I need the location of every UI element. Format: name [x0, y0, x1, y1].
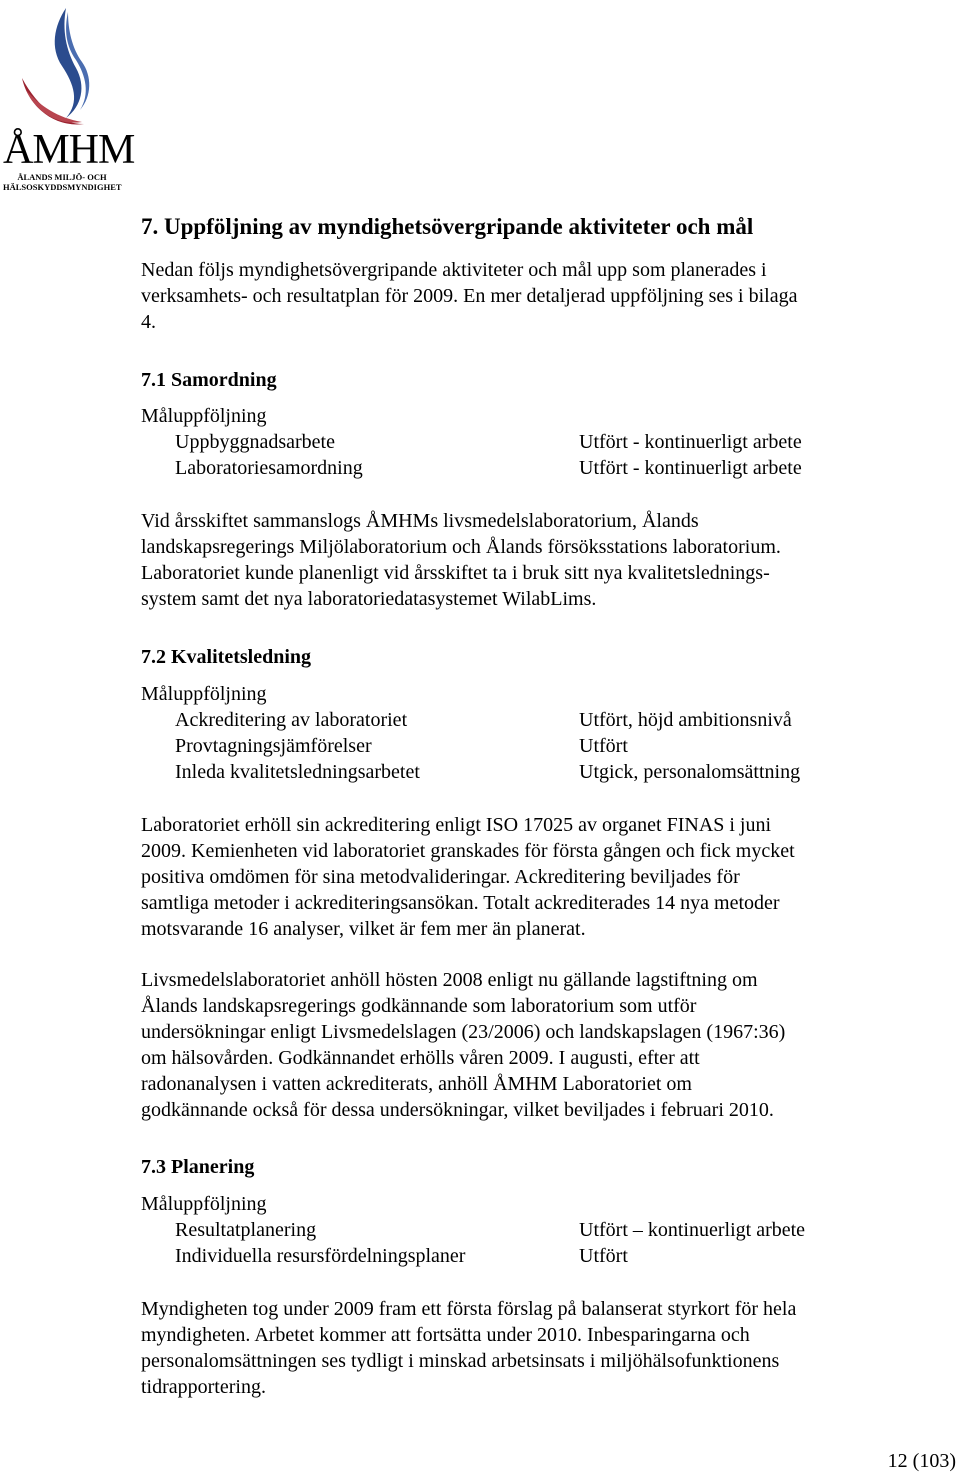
text-line: positiva omdömen för sina metodvalideringar. Ackreditering beviljades för: [141, 866, 740, 888]
section-title-planering: 7.3 Planering: [141, 1156, 255, 1178]
activity-name: Resultatplanering: [175, 1219, 317, 1241]
text-line: Ålands landskapsregerings godkännande som laboratorium som utför: [141, 995, 697, 1017]
text-line: 2009. Kemienheten vid laboratoriet granskades för första gången och fick mycket: [141, 840, 795, 862]
activity-name: Ackreditering av laboratoriet: [175, 709, 408, 731]
text-line: Myndigheten tog under 2009 fram ett första förslag på balanserat styrkort för hela: [141, 1298, 797, 1320]
text-line: verksamhets- och resultatplan för 2009. En mer detaljerad uppföljning ses i bilaga: [141, 285, 798, 307]
activity-name: Inleda kvalitetsledningsarbetet: [175, 761, 420, 783]
activity-status: Utgick, personalomsättning: [579, 761, 801, 783]
activity-status: Utfört – kontinuerligt arbete: [579, 1219, 806, 1241]
followup-row: [141, 709, 901, 735]
text-line: myndigheten. Arbetet kommer att fortsätta under 2010. Inbesparingarna och: [141, 1324, 750, 1346]
section-subtitle: Måluppföljning: [141, 1193, 267, 1215]
followup-row: [141, 1245, 901, 1271]
activity-status: Utfört: [579, 735, 628, 757]
text-line: Livsmedelslaboratoriet anhöll hösten 2008 enligt nu gällande lagstiftning om: [141, 969, 758, 991]
text-line: personalomsättningen ses tydligt i minskad arbetsinsats i miljöhälsofunktionens: [141, 1350, 780, 1372]
body-paragraph: [141, 1296, 901, 1400]
logo-wordmark: ÅMHM: [3, 127, 135, 173]
section-title-kvalitetsledning: 7.2 Kvalitetsledning: [141, 646, 312, 668]
activity-status: Utfört, höjd ambitionsnivå: [579, 709, 792, 731]
text-line: motsvarande 16 analyser, vilket är fem mer än planerat.: [141, 918, 586, 940]
flame-drop-icon: [20, 6, 106, 130]
followup-row: [141, 1219, 901, 1245]
text-line: om hälsovården. Godkännandet erhölls våren 2009. I augusti, efter att: [141, 1047, 700, 1069]
section-subtitle: Måluppföljning: [141, 683, 267, 705]
logo-subtitle-line1: ÅLANDS MILJÖ- OCH: [17, 172, 107, 182]
followup-row: [141, 431, 901, 457]
section-subtitle: Måluppföljning: [141, 405, 267, 427]
activity-name: Laboratoriesamordning: [175, 457, 363, 479]
activity-name: Individuella resursfördelningsplaner: [175, 1245, 466, 1267]
logo-subtitle-line2: HÄLSOSKYDDSMYNDIGHET: [3, 182, 122, 192]
text-line: tidrapportering.: [141, 1376, 266, 1398]
text-line: 4.: [141, 311, 156, 333]
chapter-heading: 7. Uppföljning av myndighetsövergripande aktiviteter och mål: [141, 214, 754, 239]
text-line: undersökningar enligt Livsmedelslagen (23/2006) och landskapslagen (1967:36): [141, 1021, 786, 1043]
text-line: godkännande också för dessa undersökningar, vilket beviljades i februari 2010.: [141, 1099, 774, 1121]
followup-row: [141, 761, 901, 787]
section-title-samordning: 7.1 Samordning: [141, 369, 277, 391]
text-line: Laboratoriet kunde planenligt vid årsskiftet ta i bruk sitt nya kvalitetslednings-: [141, 562, 770, 584]
activity-status: Utfört - kontinuerligt arbete: [579, 457, 802, 479]
text-line: radonanalysen i vatten ackrediterats, anhöll ÅMHM Laboratoriet om: [141, 1073, 692, 1095]
text-line: landskapsregerings Miljölaboratorium och Ålands försöksstations laboratorium.: [141, 536, 781, 558]
activity-status: Utfört - kontinuerligt arbete: [579, 431, 802, 453]
page-number: 12 (103): [887, 1450, 956, 1472]
followup-row: [141, 735, 901, 761]
followup-row: [141, 457, 901, 483]
body-paragraph: [141, 967, 901, 1123]
activity-name: Uppbyggnadsarbete: [175, 431, 335, 453]
activity-name: Provtagningsjämförelser: [175, 735, 372, 757]
text-line: Vid årsskiftet sammanslogs ÅMHMs livsmedelslaboratorium, Ålands: [141, 510, 699, 532]
intro-paragraph: [141, 257, 901, 335]
activity-status: Utfört: [579, 1245, 628, 1267]
text-line: system samt det nya laboratoriedatasystemet WilabLims.: [141, 588, 597, 610]
text-line: Laboratoriet erhöll sin ackreditering enligt ISO 17025 av organet FINAS i juni: [141, 814, 772, 836]
text-line: Nedan följs myndighetsövergripande aktiviteter och mål upp som planerades i: [141, 259, 767, 281]
body-paragraph: [141, 508, 901, 612]
agency-logo: [0, 0, 135, 200]
text-line: samtliga metoder i ackrediteringsansökan. Totalt ackrediterades 14 nya metoder: [141, 892, 780, 914]
body-paragraph: [141, 812, 901, 942]
